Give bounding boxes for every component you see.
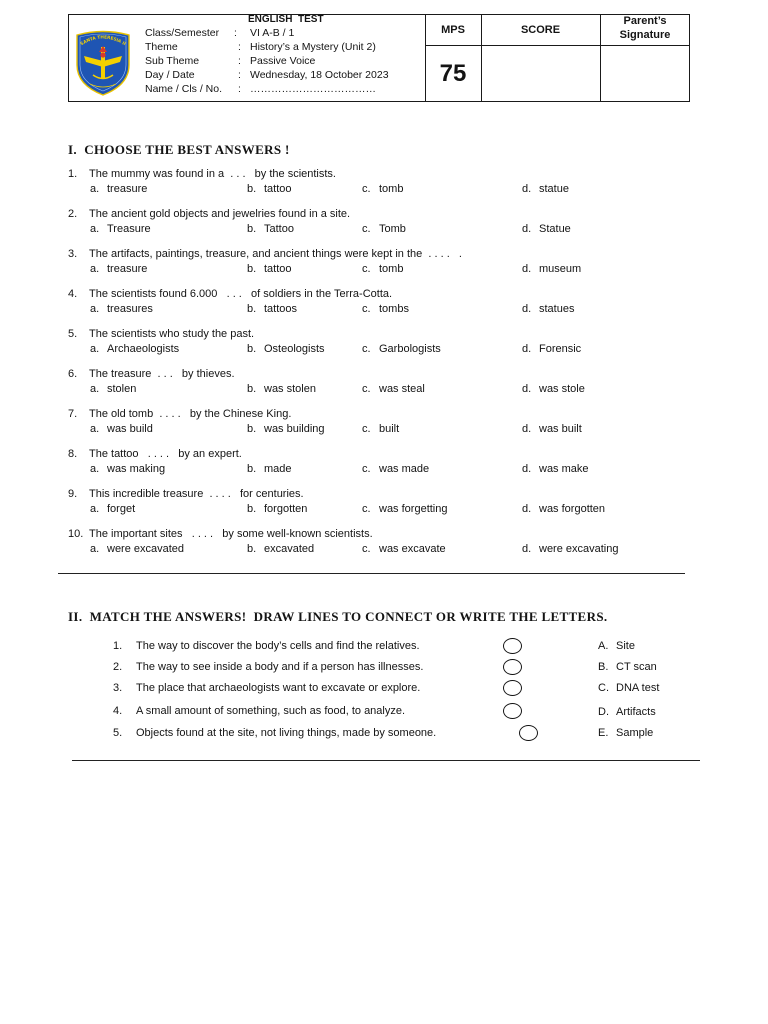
question-number: 6.: [68, 368, 78, 380]
option-text: museum: [539, 263, 582, 275]
option-text: stolen: [107, 383, 137, 395]
parent-signature-label: Parent’s Signature: [619, 15, 671, 41]
match-answer-letter: D.: [598, 706, 609, 718]
header-row-divider: [425, 45, 689, 46]
option-letter: d.: [522, 543, 532, 555]
field-label-theme: Theme: [145, 41, 178, 53]
test-title: ENGLISH TEST: [248, 14, 324, 25]
question-number: 10.: [68, 528, 84, 540]
option-letter: a.: [90, 303, 100, 315]
field-label-class-semester: Class/Semester: [145, 27, 220, 39]
option-letter: d.: [522, 183, 532, 195]
option-text: Tattoo: [264, 223, 294, 235]
field-value-day-date: Wednesday, 18 October 2023: [250, 69, 389, 81]
option-letter: a.: [90, 343, 100, 355]
option-letter: d.: [522, 423, 532, 435]
match-answer-text: Artifacts: [616, 706, 656, 718]
option-letter: b.: [247, 183, 257, 195]
match-answer-letter: E.: [598, 727, 609, 739]
option-text: was excavate: [379, 543, 446, 555]
answer-circle: [519, 725, 538, 741]
option-letter: b.: [247, 543, 257, 555]
question-text: The scientists who study the past.: [89, 328, 255, 340]
match-text: The way to see inside a body and if a person has illnesses.: [136, 661, 424, 673]
field-colon: :: [238, 69, 241, 81]
question-number: 5.: [68, 328, 78, 340]
question-text: The artifacts, paintings, treasure, and ancient things were kept in the . . . . .: [89, 248, 462, 260]
field-value-theme: History’s a Mystery (Unit 2): [250, 41, 376, 53]
option-letter: c.: [362, 543, 371, 555]
option-letter: a.: [90, 223, 100, 235]
question-number: 9.: [68, 488, 78, 500]
field-label-name: Name / Cls / No.: [145, 83, 223, 95]
option-text: statues: [539, 303, 575, 315]
field-label-sub-theme: Sub Theme: [145, 55, 200, 67]
option-text: was make: [539, 463, 589, 475]
option-letter: b.: [247, 303, 257, 315]
option-text: tattoo: [264, 183, 292, 195]
option-text: was making: [107, 463, 166, 475]
option-letter: c.: [362, 343, 371, 355]
field-value-name-blank: ………………………………: [250, 83, 376, 95]
option-letter: d.: [522, 503, 532, 515]
option-letter: c.: [362, 383, 371, 395]
question-text: The mummy was found in a . . . by the scientists.: [89, 168, 336, 180]
match-answer-letter: A.: [598, 640, 609, 652]
option-letter: a.: [90, 423, 100, 435]
question-number: 8.: [68, 448, 78, 460]
option-letter: c.: [362, 463, 371, 475]
option-letter: b.: [247, 463, 257, 475]
score-label: SCORE: [520, 24, 561, 36]
option-text: Osteologists: [264, 343, 325, 355]
answer-circle: [503, 638, 522, 654]
section-divider: [58, 573, 685, 574]
option-letter: a.: [90, 463, 100, 475]
option-letter: d.: [522, 263, 532, 275]
mps-label: MPS: [441, 24, 465, 36]
option-text: was building: [264, 423, 325, 435]
option-text: was forgetting: [379, 503, 448, 515]
question-number: 7.: [68, 408, 78, 420]
option-text: treasure: [107, 183, 148, 195]
option-letter: c.: [362, 503, 371, 515]
match-number: 2.: [113, 661, 123, 673]
option-text: tattoo: [264, 263, 292, 275]
option-letter: d.: [522, 223, 532, 235]
option-letter: c.: [362, 223, 371, 235]
option-text: was steal: [379, 383, 425, 395]
match-text: The place that archaeologists want to excavate or explore.: [136, 682, 421, 694]
field-colon: :: [238, 41, 241, 53]
section-1-heading: I. CHOOSE THE BEST ANSWERS !: [68, 142, 290, 157]
logo-text: SANTA THERESIA II: [79, 35, 127, 48]
school-logo: [74, 27, 132, 97]
section-2-heading: II. MATCH THE ANSWERS! DRAW LINES TO CONNECT OR WRITE THE LETTERS.: [68, 609, 608, 624]
option-text: treasures: [107, 303, 153, 315]
option-letter: a.: [90, 383, 100, 395]
option-letter: d.: [522, 383, 532, 395]
option-letter: b.: [247, 423, 257, 435]
option-letter: d.: [522, 303, 532, 315]
answer-circle: [503, 659, 522, 675]
question-text: The tattoo . . . . by an expert.: [89, 448, 242, 460]
match-answer-text: CT scan: [616, 661, 657, 673]
option-text: forgotten: [264, 503, 308, 515]
option-text: was stolen: [264, 383, 316, 395]
match-number: 1.: [113, 640, 123, 652]
option-text: excavated: [264, 543, 315, 555]
question-number: 4.: [68, 288, 78, 300]
field-label-day-date: Day / Date: [145, 69, 195, 81]
match-text: Objects found at the site, not living things, made by someone.: [136, 727, 437, 739]
option-text: Forensic: [539, 343, 582, 355]
option-letter: b.: [247, 503, 257, 515]
question-text: The ancient gold objects and jewelries found in a site.: [89, 208, 351, 220]
field-colon: :: [234, 27, 237, 39]
match-answer-text: Sample: [616, 727, 654, 739]
option-letter: d.: [522, 343, 532, 355]
field-value-sub-theme: Passive Voice: [250, 55, 316, 67]
option-text: tattoos: [264, 303, 298, 315]
option-letter: b.: [247, 343, 257, 355]
option-text: was built: [539, 423, 582, 435]
match-number: 3.: [113, 682, 123, 694]
option-text: treasure: [107, 263, 148, 275]
header-divider-signature: [600, 14, 601, 102]
option-letter: c.: [362, 183, 371, 195]
option-text: forget: [107, 503, 136, 515]
option-letter: d.: [522, 463, 532, 475]
question-number: 1.: [68, 168, 78, 180]
option-letter: c.: [362, 263, 371, 275]
option-text: was made: [379, 463, 430, 475]
option-text: were excavating: [539, 543, 619, 555]
match-text: The way to discover the body’s cells and find the relatives.: [136, 640, 420, 652]
option-letter: c.: [362, 303, 371, 315]
field-colon: :: [238, 55, 241, 67]
option-letter: a.: [90, 503, 100, 515]
option-letter: a.: [90, 543, 100, 555]
option-text: Garbologists: [379, 343, 441, 355]
mps-value: 75: [439, 60, 467, 87]
match-number: 5.: [113, 727, 123, 739]
question-text: The old tomb . . . . by the Chinese King.: [89, 408, 292, 420]
question-text: The treasure . . . by thieves.: [89, 368, 235, 380]
option-text: made: [264, 463, 292, 475]
option-text: Statue: [539, 223, 571, 235]
option-text: was forgotten: [539, 503, 606, 515]
option-letter: b.: [247, 263, 257, 275]
match-text: A small amount of something, such as food, to analyze.: [136, 705, 406, 717]
question-text: The important sites . . . . by some well-known scientists.: [89, 528, 373, 540]
option-text: tombs: [379, 303, 409, 315]
option-text: built: [379, 423, 400, 435]
option-letter: b.: [247, 223, 257, 235]
option-text: Treasure: [107, 223, 151, 235]
option-letter: a.: [90, 263, 100, 275]
option-letter: c.: [362, 423, 371, 435]
match-answer-text: DNA test: [616, 682, 660, 694]
option-text: was stole: [539, 383, 585, 395]
question-text: This incredible treasure . . . . for centuries.: [89, 488, 304, 500]
field-colon: :: [238, 83, 241, 95]
match-answer-text: Site: [616, 640, 635, 652]
option-letter: a.: [90, 183, 100, 195]
option-text: was build: [107, 423, 153, 435]
question-number: 3.: [68, 248, 78, 260]
option-text: tomb: [379, 263, 404, 275]
answer-circle: [503, 680, 522, 696]
match-number: 4.: [113, 705, 123, 717]
question-text: The scientists found 6.000 . . . of soldiers in the Terra-Cotta.: [89, 288, 393, 300]
option-text: Archaeologists: [107, 343, 180, 355]
option-text: tomb: [379, 183, 404, 195]
option-text: Tomb: [379, 223, 406, 235]
field-value-class-semester: VI A-B / 1: [250, 27, 295, 39]
match-answer-letter: B.: [598, 661, 609, 673]
answer-circle: [503, 703, 522, 719]
section-divider: [72, 760, 700, 761]
option-text: statue: [539, 183, 569, 195]
option-text: were excavated: [107, 543, 185, 555]
match-answer-letter: C.: [598, 682, 609, 694]
question-number: 2.: [68, 208, 78, 220]
option-letter: b.: [247, 383, 257, 395]
